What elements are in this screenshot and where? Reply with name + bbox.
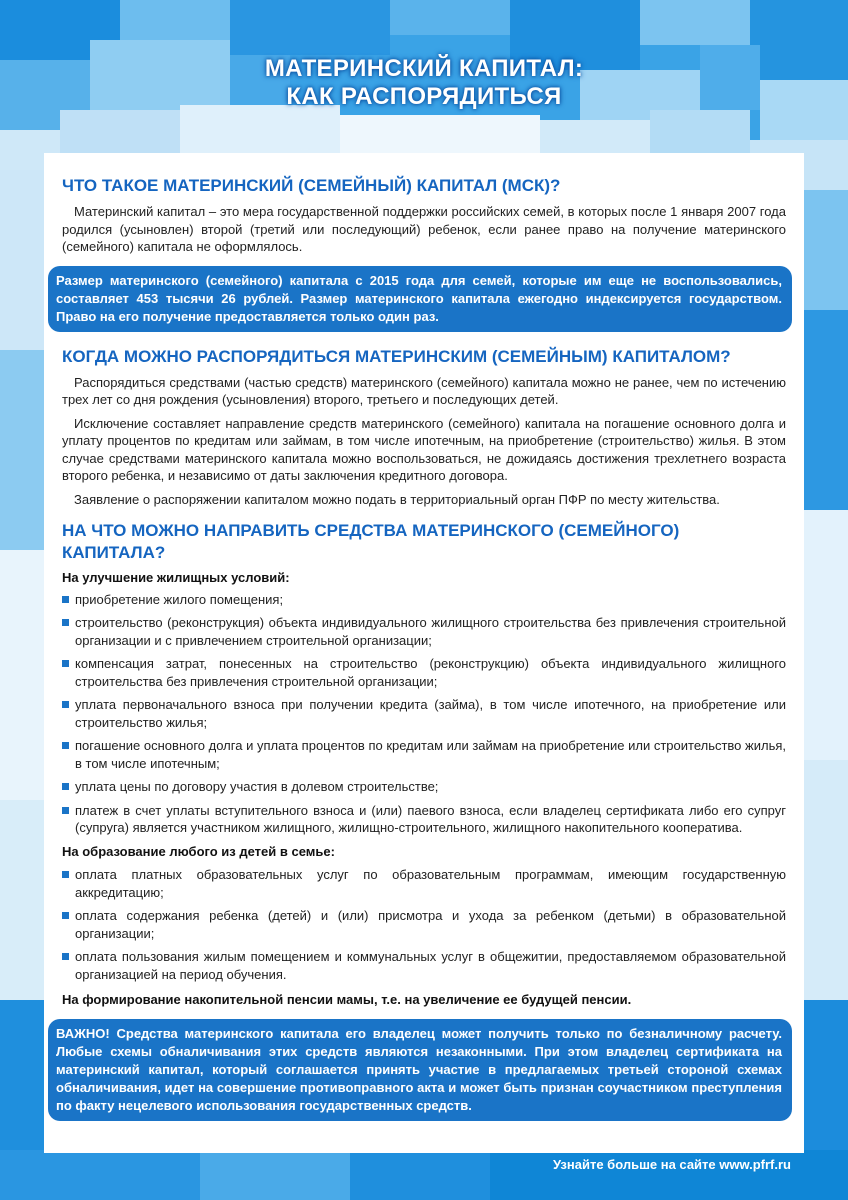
education-list (62, 866, 786, 983)
pension-subheading: На формирование накопительной пенсии мамы, т.е. на увеличение ее будущей пенсии. (62, 992, 632, 1007)
list-item (62, 591, 786, 609)
list-item-text: уплата цены по договору участия в долевом строительстве; (75, 779, 439, 794)
list-item-text: компенсация затрат, понесенных на строительство (реконструкцию) объекта индивидуального жилищного строительства без привлечения строительной организации; (75, 656, 786, 689)
square-bullet-icon (62, 742, 69, 749)
square-bullet-icon (62, 660, 69, 667)
list-item-text: приобретение жилого помещения; (75, 591, 284, 607)
square-bullet-icon (62, 807, 69, 814)
list-item-text: уплата первоначального взноса при получении кредита (займа), в том числе ипотечного, на приобретение или строительство жилья; (75, 697, 786, 730)
footer-website-link[interactable]: Узнайте больше на сайте www.pfrf.ru (552, 1157, 791, 1172)
list-item (62, 737, 786, 772)
list-item (62, 948, 786, 983)
section-heading-what-for: НА ЧТО МОЖНО НАПРАВИТЬ СРЕДСТВА МАТЕРИНСКОГО (СЕМЕЙНОГО) КАПИТАЛА? (62, 521, 680, 562)
list-item-text: оплата пользования жилым помещением и коммунальных услуг в общежитии, предоставляемом образовательной организацией на период обучения. (75, 949, 786, 982)
list-item-text: платеж в счет уплаты вступительного взноса и (или) паевого взноса, если владелец сертификата либо его супруг (супруга) является участником жилищного, жилищно-строительного, жилищного накопительного кооператива. (75, 802, 786, 835)
list-item (62, 778, 786, 796)
square-bullet-icon (62, 871, 69, 878)
list-item-text: строительство (реконструкция) объекта индивидуального жилищного строительства без привлечения строительной организации и с привлечением строительной организации; (75, 615, 786, 648)
square-bullet-icon (62, 701, 69, 708)
section-when-paragraph-1: Распорядиться средствами (частью средств) материнского (семейного) капитала можно не ранее, чем по истечению трех лет со дня рождения (усыновления) второго, третьего и последующих детей. (62, 374, 786, 407)
list-item (62, 802, 786, 837)
list-item (62, 866, 786, 901)
section-heading-what-is-msk: ЧТО ТАКОЕ МАТЕРИНСКИЙ (СЕМЕЙНЫЙ) КАПИТАЛ (МСК)? (62, 176, 561, 195)
list-item (62, 907, 786, 942)
square-bullet-icon (62, 912, 69, 919)
section-when-paragraph-2: Исключение составляет направление средств материнского (семейного) капитала на погашение основного долга и уплату процентов по кредитам или займам, в том числе ипотечным, на приобретение (строительство) жилья. В этом случае средствами материнского капитала можно воспользоваться, не дожидаясь достижения трехлетнего возраста второго ребенка, и независимо от даты заключения кредитного договора. (62, 415, 786, 483)
list-item-text: оплата платных образовательных услуг по образовательным программам, имеющим государственную аккредитацию; (75, 867, 786, 900)
housing-subheading: На улучшение жилищных условий: (62, 570, 290, 585)
list-item (62, 614, 786, 649)
section-when-paragraph-3: Заявление о распоряжении капиталом можно подать в территориальный орган ПФР по месту жительства. (74, 491, 720, 507)
list-item-text: погашение основного долга и уплата процентов по кредитам или займам на приобретение или строительство жилья, в том числе ипотечным; (75, 738, 786, 771)
list-item-text: оплата содержания ребенка (детей) и (или) присмотра и ухода за ребенком (детьми) в образовательной организации; (75, 908, 786, 941)
square-bullet-icon (62, 596, 69, 603)
page-title (0, 55, 848, 111)
list-item (62, 655, 786, 690)
page-title-line-2: КАК РАСПОРЯДИТЬСЯ (286, 83, 562, 110)
list-item (62, 696, 786, 731)
document-content (56, 175, 786, 1121)
section-heading-when-to-use: КОГДА МОЖНО РАСПОРЯДИТЬСЯ МАТЕРИНСКИМ (СЕМЕЙНЫМ) КАПИТАЛОМ? (62, 346, 731, 366)
info-box-capital-size: Размер материнского (семейного) капитала с 2015 года для семей, которые им еще не воспользовались, составляет 453 тысячи 26 рублей. Размер материнского капитала ежегодно индексируется государством. Право на его получение предоставляется только один раз. (48, 266, 792, 332)
square-bullet-icon (62, 619, 69, 626)
education-subheading: На образование любого из детей в семье: (62, 843, 335, 859)
square-bullet-icon (62, 783, 69, 790)
page-title-line-1: МАТЕРИНСКИЙ КАПИТАЛ: (264, 55, 584, 82)
square-bullet-icon (62, 953, 69, 960)
section-what-is-paragraph: Материнский капитал – это мера государственной поддержки российских семей, в которых после 1 января 2007 года родился (усыновлен) второй (третий или последующий) ребенок, если ранее право на получение материнского (семейного) капитала не оформлялось. (62, 204, 786, 254)
warning-box: ВАЖНО! Средства материнского капитала его владелец может получить только по безналичному расчету. Любые схемы обналичивания этих средств являются незаконными. При этом владелец сертификата на материнский капитал, который соглашается принять участие в предлагаемых третьей стороной схемах обналичивания, идет на совершение противоправного акта и может быть признан соучастником преступления по факту нецелевого использования государственных средств. (48, 1019, 792, 1121)
housing-list (62, 591, 786, 837)
